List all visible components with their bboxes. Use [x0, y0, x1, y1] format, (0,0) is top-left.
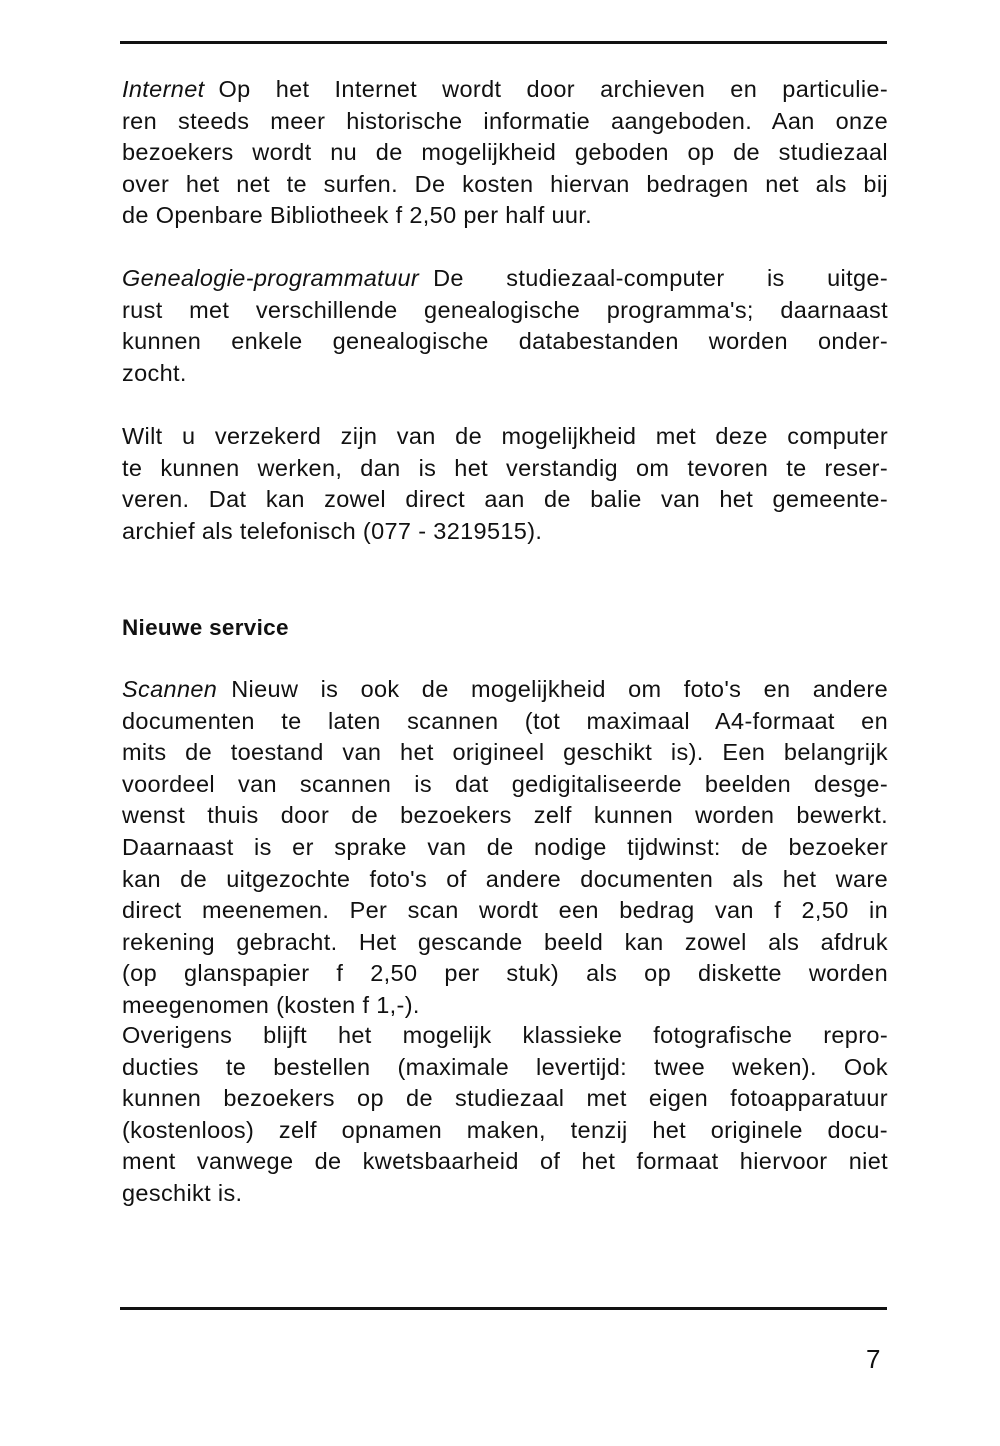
- text-line: kan de uitgezochte foto's of andere documenten als het ware: [122, 865, 888, 892]
- paragraph-overigens: [122, 1020, 888, 1210]
- text-line: meegenomen (kosten f 1,-).: [122, 991, 420, 1018]
- section-heading-nieuwe-service: Nieuwe service: [122, 615, 289, 640]
- top-rule: [120, 41, 887, 44]
- text-line-content: Nieuw is ook de mogelijkheid om foto's en andere: [231, 676, 888, 702]
- text-line: ment vanwege de kwetsbaarheid of het formaat hiervoor niet: [122, 1148, 888, 1175]
- text-line-content: Op het Internet wordt door archieven en particulie-: [218, 76, 888, 102]
- text-line: zocht.: [122, 359, 187, 386]
- text-line: Daarnaast is er sprake van de nodige tijdwinst: de bezoeker: [122, 833, 888, 860]
- text-line: (op glanspapier f 2,50 per stuk) als op diskette worden: [122, 960, 888, 987]
- paragraph-internet: [122, 74, 888, 232]
- text-line: ducties te bestellen (maximale levertijd: twee weken). Ook: [122, 1053, 888, 1080]
- text-line: (kostenloos) zelf opnamen maken, tenzij het originele docu-: [122, 1116, 888, 1143]
- paragraph-computer-reservation: [122, 421, 888, 547]
- text-line: te kunnen werken, dan is het verstandig om tevoren te reser-: [122, 454, 888, 481]
- text-line: rekening gebracht. Het gescande beeld kan zowel als afdruk: [122, 928, 888, 955]
- text-line: [122, 674, 888, 706]
- paragraph-lead-genealogie: Genealogie-programmatuur: [122, 265, 420, 291]
- text-line: mits de toestand van het origineel geschikt is). Een belangrijk: [122, 739, 888, 766]
- text-line: ren steeds meer historische informatie aangeboden. Aan onze: [122, 107, 888, 134]
- paragraph-scannen: [122, 674, 888, 1022]
- text-line: direct meenemen. Per scan wordt een bedrag van f 2,50 in: [122, 897, 888, 924]
- text-line: kunnen bezoekers op de studiezaal met eigen fotoapparatuur: [122, 1085, 888, 1112]
- text-line: [122, 263, 888, 295]
- text-line: Overigens blijft het mogelijk klassieke fotografische repro-: [122, 1022, 888, 1048]
- paragraph-genealogie: [122, 263, 888, 389]
- text-line: archief als telefonisch (077 - 3219515).: [122, 517, 543, 544]
- text-line: veren. Dat kan zowel direct aan de balie van het gemeente-: [122, 486, 888, 513]
- text-line: geschikt is.: [122, 1179, 243, 1206]
- text-line: voordeel van scannen is dat gedigitaliseerde beelden desge-: [122, 770, 888, 797]
- bottom-rule: [120, 1307, 887, 1310]
- text-line: rust met verschillende genealogische programma's; daarnaast: [122, 296, 888, 323]
- text-line: kunnen enkele genealogische databestanden worden onder-: [122, 328, 888, 355]
- text-line: de Openbare Bibliotheek f 2,50 per half uur.: [122, 202, 593, 229]
- text-line: [122, 74, 888, 106]
- page-number: 7: [866, 1344, 881, 1374]
- text-line: bezoekers wordt nu de mogelijkheid geboden op de studiezaal: [122, 139, 888, 166]
- text-line: documenten te laten scannen (tot maximaal A4-formaat en: [122, 707, 888, 734]
- text-line-content: De studiezaal-computer is uitge-: [433, 265, 888, 291]
- text-line: wenst thuis door de bezoekers zelf kunnen worden bewerkt.: [122, 802, 888, 829]
- text-line: Wilt u verzekerd zijn van de mogelijkheid met deze computer: [122, 423, 888, 449]
- text-line: over het net te surfen. De kosten hiervan bedragen net als bij: [122, 170, 888, 197]
- paragraph-lead-internet: Internet: [122, 76, 205, 102]
- paragraph-lead-scannen: Scannen: [122, 676, 218, 702]
